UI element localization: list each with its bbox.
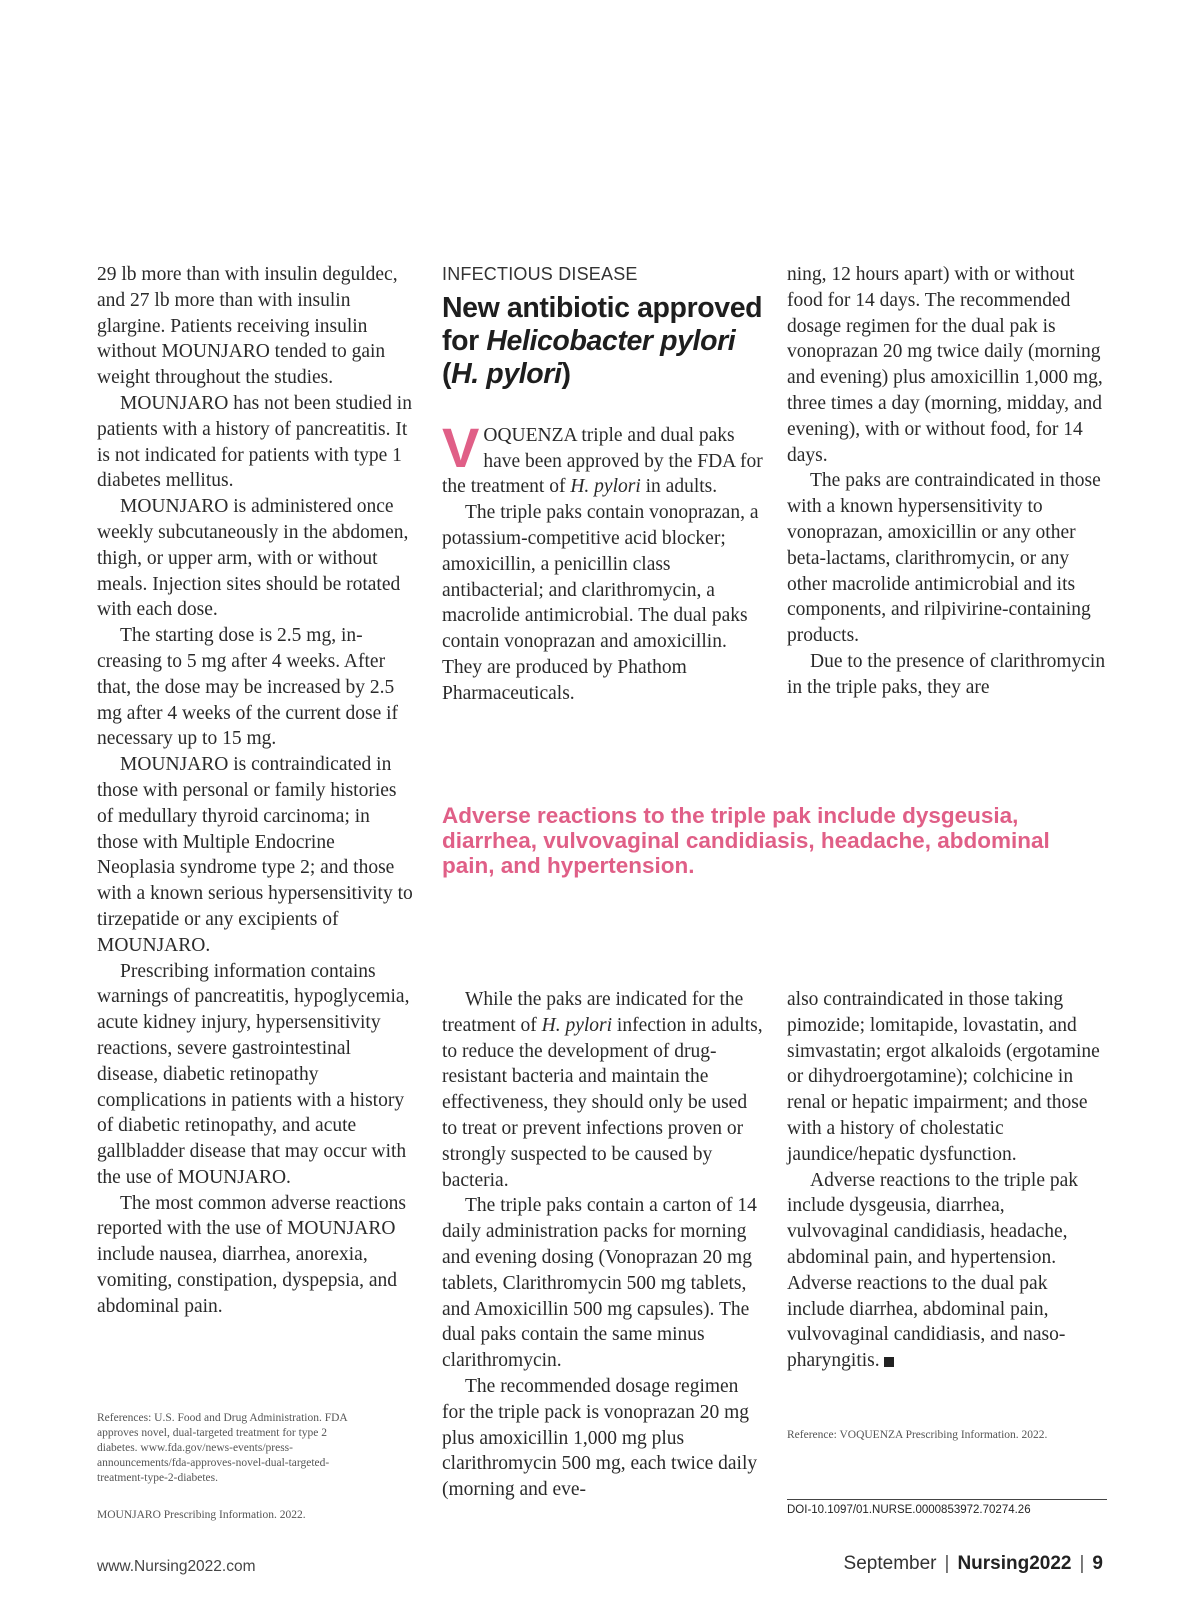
page-number: 9 <box>1092 1553 1103 1574</box>
drop-cap: V <box>442 415 480 479</box>
text: Adverse reactions to the triple pak include dysgeusia, diarrhea, vulvovaginal candidiasis, headache, abdominal pain, and hypertension. Adverse reactions to the dual pak include diarrhea, abdominal pain, vulvovaginal candidiasis, and nasopharyngitis. <box>787 1169 1079 1372</box>
paragraph: The paks are contraindicated in those with a known hypersensitivity to vonoprazan, amoxicillin or any other beta-lactams, clarithromycin, or any other macrolide antimicrobial and its components, and rilpivirine-containing products. <box>787 470 1101 647</box>
doi: DOI-10.1097/01.NURSE.0000853972.70274.26 <box>787 1499 1107 1516</box>
column-2-top <box>442 262 764 707</box>
references <box>787 1428 1107 1443</box>
footer-separator: | <box>1079 1553 1085 1574</box>
references-secondary <box>97 1508 397 1523</box>
footer-magazine: Nursing2022 <box>957 1553 1072 1574</box>
footer-folio <box>844 1553 1103 1575</box>
paragraph: The triple paks contain vonoprazan, a potassium-competitive acid blocker; amoxicillin, a penicillin class antibacterial; and clarithromycin, a macrolide antimicrobial. The dual paks contain vonoprazan and amoxicillin. They are produced by Phathom Pharmaceuticals. <box>442 502 759 704</box>
section-label: INFECTIOUS DISEASE <box>442 264 638 284</box>
paragraph: MOUNJARO is administered once weekly subcutaneously in the abdomen, thigh, or upper arm, with or without meals. Injection sites should be rotated with each dose. <box>97 496 409 621</box>
column-2-bottom <box>442 987 764 1503</box>
paragraph: also contraindicated in those taking pimozide; lomitapide, lovastatin, and simvastatin; ergot alkaloids (ergotamine or dihydroergotamine); colchicine in renal or hepatic impairment; and those with a history of cholestatic jaundice/hepatic dysfunction. <box>787 989 1100 1165</box>
headline-italic: Helicobacter pylori <box>486 324 736 357</box>
text: OQUENZA triple and dual paks have been approved by the FDA for the treatment of <box>442 424 763 498</box>
end-of-article-icon <box>884 1357 894 1367</box>
paragraph: MOUNJARO has not been studied in patients with a history of pancreatitis. It is not indicated for patients with type 1 diabetes mellitus. <box>97 392 412 492</box>
column-3-bottom <box>787 987 1107 1374</box>
article-headline <box>442 292 764 391</box>
text: in adults. <box>640 476 718 498</box>
paragraph: Due to the presence of clarithromycin in the triple paks, they are <box>787 650 1106 698</box>
paragraph: The recommended dosage regimen for the triple pack is vonoprazan 20 mg plus amoxicillin 1,000 mg plus clarithromycin 500 mg, each twice daily (morning and eve- <box>442 1375 758 1501</box>
paragraph: ning, 12 hours apart) with or without food for 14 days. The recommended dosage regimen for the dual pak is vonoprazan 20 mg twice daily (morning and evening) plus amoxicillin 1,000 mg, three times a day (morning, midday, and evening), with or without food, for 14 days. <box>787 264 1103 466</box>
headline-text: ( <box>442 357 452 390</box>
paragraph: MOUNJARO is contraindicated in those with personal or family histories of medullary thyroid carcinoma; in those with Multiple Endocrine Neoplasia syndrome type 2; and those with a known serious hypersensitivity to tirzepatide or any excipients of MOUNJARO. <box>97 754 413 956</box>
paragraph <box>787 1168 1107 1374</box>
headline-text: ) <box>561 357 571 390</box>
references <box>97 1411 367 1486</box>
column-3-top <box>787 262 1107 701</box>
pull-quote: Adverse reactions to the triple pak include dysgeusia, diarrhea, vulvovaginal candidiasis, headache, abdominal pain, and hypertension. <box>442 803 1050 878</box>
italic-text: H. pylori <box>541 1014 613 1036</box>
paragraph: The starting dose is 2.5 mg, increasing to 5 mg after 4 weeks. After that, the dose may be increased by 2.5 mg after 4 weeks of the current dose if necessary up to 15 mg. <box>97 625 399 750</box>
text: While the paks are indicated for the treatment of <box>442 989 744 1036</box>
paragraph: Prescribing information contains warnings of pancreatitis, hypoglycemia, acute kidney injury, hypersensitivity reactions, severe gastrointestinal disease, diabetic retinopathy complications in patients with a history of diabetic retinopathy, and acute gallbladder disease that may occur with the use of MOUNJARO. <box>97 960 410 1188</box>
reference-text: Reference: VOQUENZA Prescribing Information. 2022. <box>787 1429 1048 1441</box>
reference-text: MOUNJARO Prescribing Information. 2022. <box>97 1509 306 1521</box>
paragraph: The most common adverse reactions reported with the use of MOUNJARO include nausea, diarrhea, anorexia, vomiting, constipation, dyspepsia, and abdominal pain. <box>97 1192 406 1317</box>
paragraph: 29 lb more than with insulin deguldec, and 27 lb more than with insulin glargine. Patients receiving insulin without MOUNJARO tended to gain weight throughout the studies. <box>97 264 398 389</box>
headline-italic: H. pylori <box>451 357 562 390</box>
footer-separator: | <box>944 1553 950 1574</box>
footer-url: www.Nursing2022.com <box>97 1558 256 1575</box>
italic-text: H. pylori <box>570 476 641 498</box>
headline-text: New antibiotic approved for <box>442 291 763 357</box>
column-1 <box>97 262 415 1320</box>
footer-month: September <box>843 1553 937 1574</box>
reference-text: References: U.S. Food and Drug Administration. FDA approves novel, dual-targeted treatment for type 2 diabetes. www.fda.gov/news-events/press-announcements/fda-approves-novel-dual-targeted-treatment-type-2-diabetes. <box>97 1412 348 1484</box>
paragraph <box>442 987 764 1193</box>
lead-paragraph <box>442 415 764 500</box>
text: infection in adults, to reduce the development of drug-resistant bacteria and maintain the effectiveness, they should only be used to treat or prevent infections proven or strongly suspected to be caused by bacteria. <box>442 1014 763 1191</box>
paragraph: The triple paks contain a carton of 14 daily administration packs for morning and evening dosing (Vonoprazan 20 mg tablets, Clarithromycin 500 mg tablets, and Amoxicillin 500 mg capsules). The dual paks contain the same minus clarithromycin. <box>442 1195 757 1372</box>
